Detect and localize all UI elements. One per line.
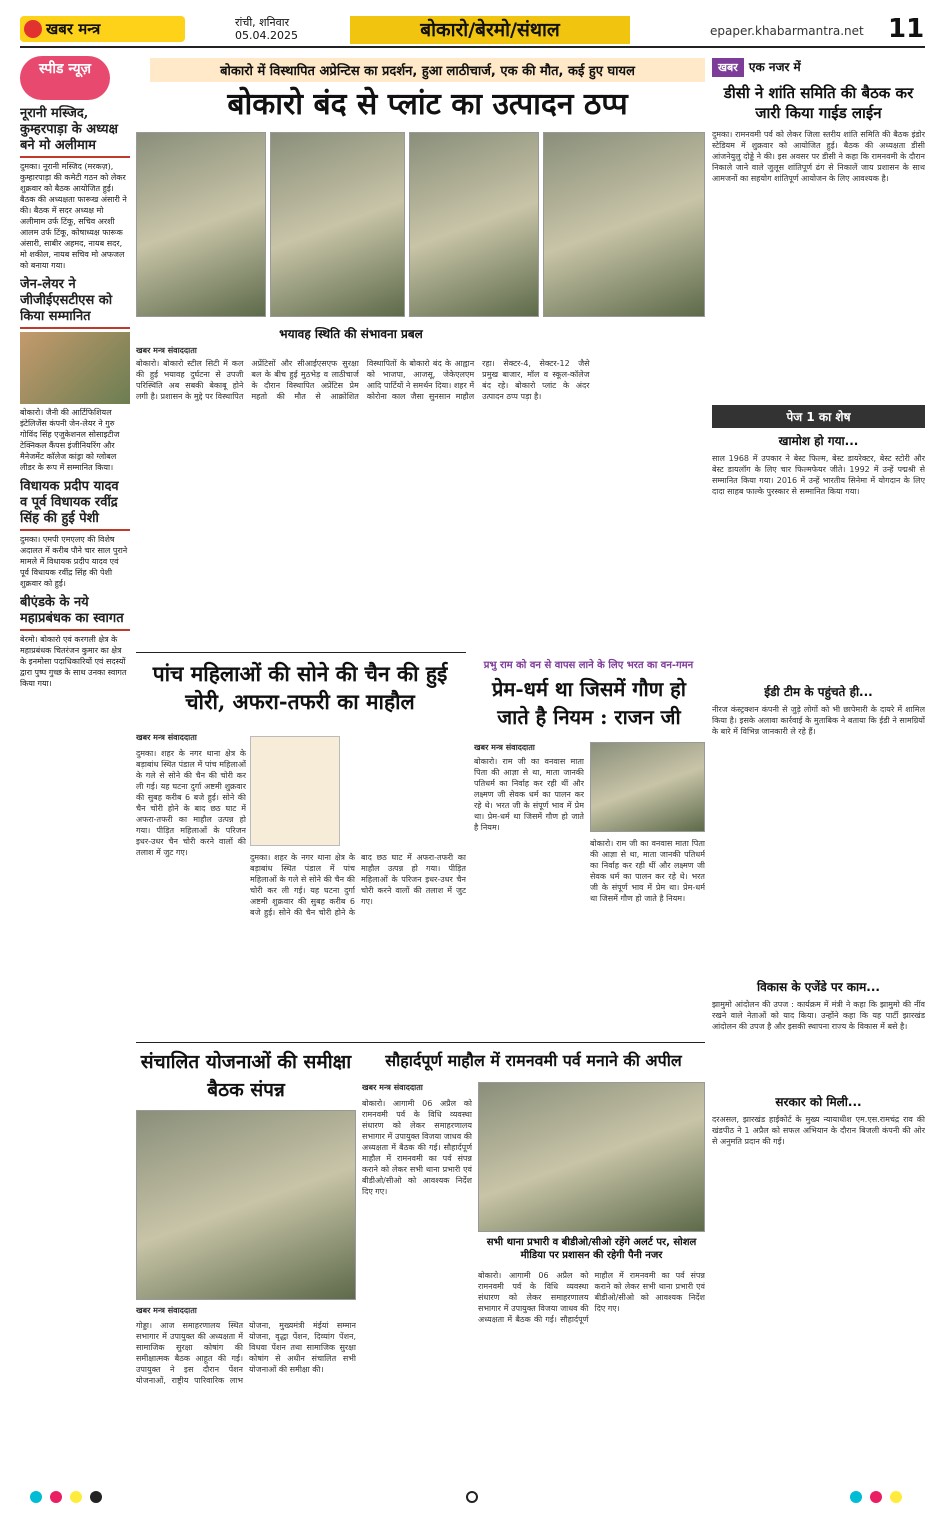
page-number: 11 [888, 14, 925, 44]
yellow-mark-icon [890, 1491, 902, 1503]
ramnavami-body-cont: बोकारो। आगामी 06 अप्रैल को रामनवमी पर्व के विधि व्यवस्था संधारण को लेकर समाहरणालय सभागार में उपायुक्त विजया जाधव की अध्यक्षता में बैठक की गई। सौहार्दपूर्ण माहौल में रामनवमी का पर्व संपन्न कराने को लेकर सभी थाना प्रभारी एवं बीडीओ/सीओ को आवश्यक निर्देश दिए गए। [478, 1271, 705, 1324]
continued-headline: ईडी टीम के पहुंचते ही... [764, 685, 873, 699]
chain-theft-body: दुमका। शहर के नगर थाना क्षेत्र के बड़ाबांध स्थित पंडाल में पांच महिलाओं के गले से सोने की चैन की चोरी कर ली गई। यह घटना दुर्गा अष्टमी शुक्रवार की सुबह करीब 6 बजे हुई। सोने की चैन चोरी होने के बाद छठ घाट में अफरा-तफरी का माहौल उत्पन्न हो गया। पीड़ित महिलाओं के परिजन इधर-उधर चैन चोरी करने वालों की तलाश में जुट गए। [136, 749, 246, 857]
continued-headline: विकास के एजेंडे पर काम... [756, 980, 880, 994]
lead-photo-3 [409, 132, 539, 317]
lead-byline: खबर मन्त्र संवाददाता [136, 346, 197, 355]
black-mark-icon [90, 1491, 102, 1503]
lead-photo-2 [270, 132, 405, 317]
registration-marks [20, 1487, 925, 1507]
review-byline: खबर मन्त्र संवाददाता [136, 1306, 197, 1315]
story-headline: विधायक प्रदीप यादव व पूर्व विधायक रवींद्र सिंह की हुई पेशी [20, 479, 130, 531]
cyan-mark-icon [850, 1491, 862, 1503]
peace-meeting-body: दुमका। रामनवमी पर्व को लेकर जिला स्तरीय शांति समिति की बैठक इंडोर स्टेडियम में शुक्रवार को आयोजित हुई। बैठक की अध्यक्षता डीसी आंजनेयुलु दोड्डे ने की। इस अवसर पर डीसी ने कहा कि रामनवमी के दौरान निकाले जाने वाले जुलूस शांतिपूर्ण ढंग से निकालें जाय प्रशासन के साथ आमजनों का सहयोग शांतिपूर्ण आयोजन के लिए आवश्यक है। [712, 130, 925, 183]
section-title: बोकारो/बेरमो/संथाल [350, 16, 630, 44]
logo[interactable]: खबर मन्त्र [20, 16, 185, 42]
ramnavami-photo [478, 1082, 705, 1232]
story-headline: जेन-लेयर ने जीजीईएसटीएस को किया सम्मानित [20, 277, 130, 329]
ram-strap: प्रभु राम को वन से वापस लाने के लिए भरत का वन-गमन [483, 660, 694, 671]
review-body: गोड्डा। आज समाहरणालय स्थित सभागार में उपायुक्त की अध्यक्षता में सामाजिक सुरक्षा कोषांग की समीक्षात्मक बैठक आहूत की गई। उपायुक्त ने इस दौरान पेंशन योजनाओं, राष्ट्रीय पारिवारिक लाभ योजना, मुख्यमंत्री मंईयां सम्मान योजना, वृद्धा पेंशन, दिव्यांग पेंशन, विधवा पेंशन तथा सामाजिक सुरक्षा कोषांग से अधीन संचालित सभी योजनाओं की समीक्षा की। [136, 1321, 356, 1385]
story-body: दुमका। एमपी एमएलए की विशेष अदालत में करीब पौने चार साल पुराने मामले में विधायक प्रदीप यादव एवं पूर्व विधायक रवींद्र सिंह की पेशी शुक्रवार को हुई। [20, 535, 128, 588]
magenta-mark-icon [870, 1491, 882, 1503]
yellow-mark-icon [70, 1491, 82, 1503]
logo-icon [24, 20, 42, 38]
story-body: बेरमो। बोकारो एवं करगली क्षेत्र के महाप्रबंधक चितरंजन कुमार का क्षेत्र के इनमोसा पदाधिकारियों एवं सदस्यों द्वारा पुष्प गुच्छ के साथ उनका स्वागत किया गया। [20, 635, 127, 688]
divider [136, 1042, 705, 1043]
ram-body: बोकारो। राम जी का वनवास माता पिता की आज्ञा से था, माता जानकी पतिधर्म का निर्वाह कर रही थीं और लक्ष्मण जी सेवक धर्म का पालन कर रहे थे। भरत जी के संपूर्ण भाव में प्रेम था। प्रेम-धर्म था जिसमें गौण हो जाते है नियम। [474, 757, 584, 832]
news-tag: खबर [712, 58, 744, 77]
story-headline: बीएंडके के नये महाप्रबंधक का स्वागत [20, 595, 130, 631]
lead-photo-4 [543, 132, 705, 317]
lead-body: बोकारो। बोकारो स्टील सिटी में कल की हुई भयावह दुर्घटना से उपजी परिस्थिति अब सबकी बेकाबू होने लगी है। प्रशासन के मुद्दे पर विस्थापित अप्रेंटिसों और सीआईएसएफ सुरक्षा बल के बीच हुई मुठभेड़ व लाठीचार्ज के दौरान विस्थापित अप्रेंटिस प्रेम महतो की मौत से आक्रोशित विस्थापितों के बोकारो बंद के आह्वान को भाजपा, आजसू, जेकेएलएम आदि पार्टियों ने समर्थन दिया। शहर में कोरोना काल जैसा सुनसान माहौल रहा। सेक्टर-4, सेक्टर-12 जैसे प्रमुख बाजार, मॉल व स्कूल-कॉलेज बंद रहे। बोकारो प्लांट के अंदर उत्पादन ठप्प पड़ा है। [136, 359, 590, 401]
lead-photo-1 [136, 132, 266, 317]
ramnavami-body: बोकारो। आगामी 06 अप्रैल को रामनवमी पर्व के विधि व्यवस्था संधारण को लेकर समाहरणालय सभागार में उपायुक्त विजया जाधव की अध्यक्षता में बैठक की गई। सौहार्दपूर्ण माहौल में रामनवमी का पर्व संपन्न कराने को लेकर सभी थाना प्रभारी एवं बीडीओ/सीओ को आवश्यक निर्देश दिए गए। [362, 1099, 472, 1196]
story-body: बोकारो। जैनी की आर्टिफिशियल इंटेलिजेंस कंपनी जेन-लेयर ने गुरु गोविंद सिंह एजुकेशनल सोसाइटीज टेक्निकल कैंपस इंजीनियरिंग और मैनेजमेंट कॉलेज कांड्रा को ग्लोबल लीडर के रूप में सम्मानित किया। [20, 408, 120, 472]
lead-headline: बोकारो बंद से प्लांट का उत्पादन ठप्प [227, 87, 628, 122]
lead-caption: भयावह स्थिति की संभावना प्रबल [279, 327, 423, 341]
right-column [712, 56, 925, 1364]
ramnavami-byline: खबर मन्त्र संवाददाता [362, 1083, 423, 1092]
lead-strap: बोकारो में विस्थापित अप्रेन्टिस का प्रदर्शन, हुआ लाठीचार्ज, एक की मौत, कई हुए घायल [150, 58, 705, 82]
speed-news-badge: स्पीड न्यूज़ [20, 56, 110, 100]
story-headline: नूरानी मस्जिद, कुम्हरपाड़ा के अध्यक्ष बने मो अलीमाम [20, 106, 130, 158]
gold-chain-illustration [250, 736, 340, 846]
magenta-mark-icon [50, 1491, 62, 1503]
ram-byline: खबर मन्त्र संवाददाता [474, 743, 535, 752]
chain-theft-body-cont: दुमका। शहर के नगर थाना क्षेत्र के बड़ाबांध स्थित पंडाल में पांच महिलाओं के गले से सोने की चैन की चोरी कर ली गई। यह घटना दुर्गा अष्टमी शुक्रवार की सुबह करीब 6 बजे हुई। सोने की चैन चोरी होने के बाद छठ घाट में अफरा-तफरी का माहौल उत्पन्न हो गया। पीड़ित महिलाओं के परिजन इधर-उधर चैन चोरी करने वालों की तलाश में जुट गए। [250, 853, 466, 917]
masthead [20, 12, 925, 48]
review-photo [136, 1110, 356, 1300]
ram-photo [590, 742, 705, 832]
divider [136, 652, 466, 653]
at-a-glance-label: एक नजर में [748, 60, 801, 74]
continued-body: नीरज कंस्ट्रक्शन कंपनी से जुड़े लोगों को भी छापेमारी के दायरे में शामिल किया है। इसके अलावा कार्रवाई के मुताबिक ने बताया कि ईडी ने सामग्रियों के बारे में विभिन्न जानकारी ले रहे हैं। [712, 705, 925, 736]
story-body: दुमका। नूरानी मस्जिद (मरकज़), कुम्हारपाड़ा की कमेटी गठन को लेकर शुक्रवार को बैठक आयोजित हुई। बैठक की अध्यक्षता फारूख अंसारी ने की। बैठक में सदर अध्यक्ष मो अलीमाम उर्फ टिंकू, सचिव अरशी आलम उर्फ टिंकू, कोषाध्यक्ष फारूक अंसारी, साबीर अहमद, नायब सदर, मो शकील, नायब सचिव मो अफजल को बनाया गया। [20, 162, 127, 270]
continued-body: दरअसल, झारखंड हाईकोर्ट के मुख्य न्यायाधीश एम.एस.रामचंद्र राव की खंडपीठ ने 1 अप्रैल को सफल अभियान के दौरान बिजली कंपनी की ओर से अनुमति प्रदान की गई। [712, 1115, 925, 1146]
ram-body-cont: बोकारो। राम जी का वनवास माता पिता की आज्ञा से था, माता जानकी पतिधर्म का निर्वाह कर रही थीं और लक्ष्मण जी सेवक धर्म का पालन कर रहे थे। भरत जी के संपूर्ण भाव में प्रेम था। प्रेम-धर्म था जिसमें गौण हो जाते है नियम। [590, 839, 705, 903]
continued-body: झामुमो आंदोलन की उपज : कार्यक्रम में मंत्री ने कहा कि झामुमो की नींव रखने वाले नेताओं को याद किया। उन्होंने कहा कि यह पार्टी झारखंड आंदोलन की उपज है और इसकी स्थापना राज्य के विकास में बसे है। [712, 1000, 925, 1031]
site-link[interactable]: epaper.khabarmantra.net [710, 24, 864, 38]
continued-headline: खामोश हो गया... [778, 434, 859, 448]
review-headline: संचालित योजनाओं की समीक्षा बैठक संपन्न [140, 1051, 352, 1101]
chain-theft-byline: खबर मन्त्र संवाददाता [136, 733, 197, 742]
continued-headline: सरकार को मिली... [775, 1095, 862, 1109]
ram-headline: प्रेम-धर्म था जिसमें गौण हो जाते है नियम : राजन जी [492, 677, 686, 729]
peace-meeting-headline: डीसी ने शांति समिति की बैठक कर जारी किया गाईड लाईन [723, 84, 914, 122]
cyan-mark-icon [30, 1491, 42, 1503]
crosshair-icon [466, 1491, 478, 1503]
ramnavami-caption: सभी थाना प्रभारी व बीडीओ/सीओ रहेंगे अलर्ट पर, सोशल मीडिया पर प्रशासन की रहेगी पैनी नजर [486, 1237, 697, 1261]
page-1-continued-bar: पेज 1 का शेष [712, 405, 925, 428]
continued-body: साल 1968 में उपकार ने बेस्ट फिल्म, बेस्ट डायरेक्टर, बेस्ट स्टोरी और बेस्ट डायलॉग के लिए चार फिल्मफेयर जीते। 1992 में उन्हें पद्मश्री से सम्मानित किया गया। 2016 में उन्हें भारतीय सिनेमा में योगदान के लिए दादा साहब फाल्के पुरस्कार से सम्मानित किया गया। [712, 454, 925, 496]
ramnavami-headline: सौहार्दपूर्ण माहौल में रामनवमी पर्व मनाने की अपील [385, 1051, 682, 1070]
story-photo [20, 332, 130, 404]
speed-news-column [20, 56, 130, 1476]
dateline: रांची, शनिवार 05.04.2025 [235, 16, 298, 42]
chain-theft-headline: पांच महिलाओं की सोने की चैन की हुई चोरी, अफरा-तफरी का माहौल [152, 661, 448, 714]
